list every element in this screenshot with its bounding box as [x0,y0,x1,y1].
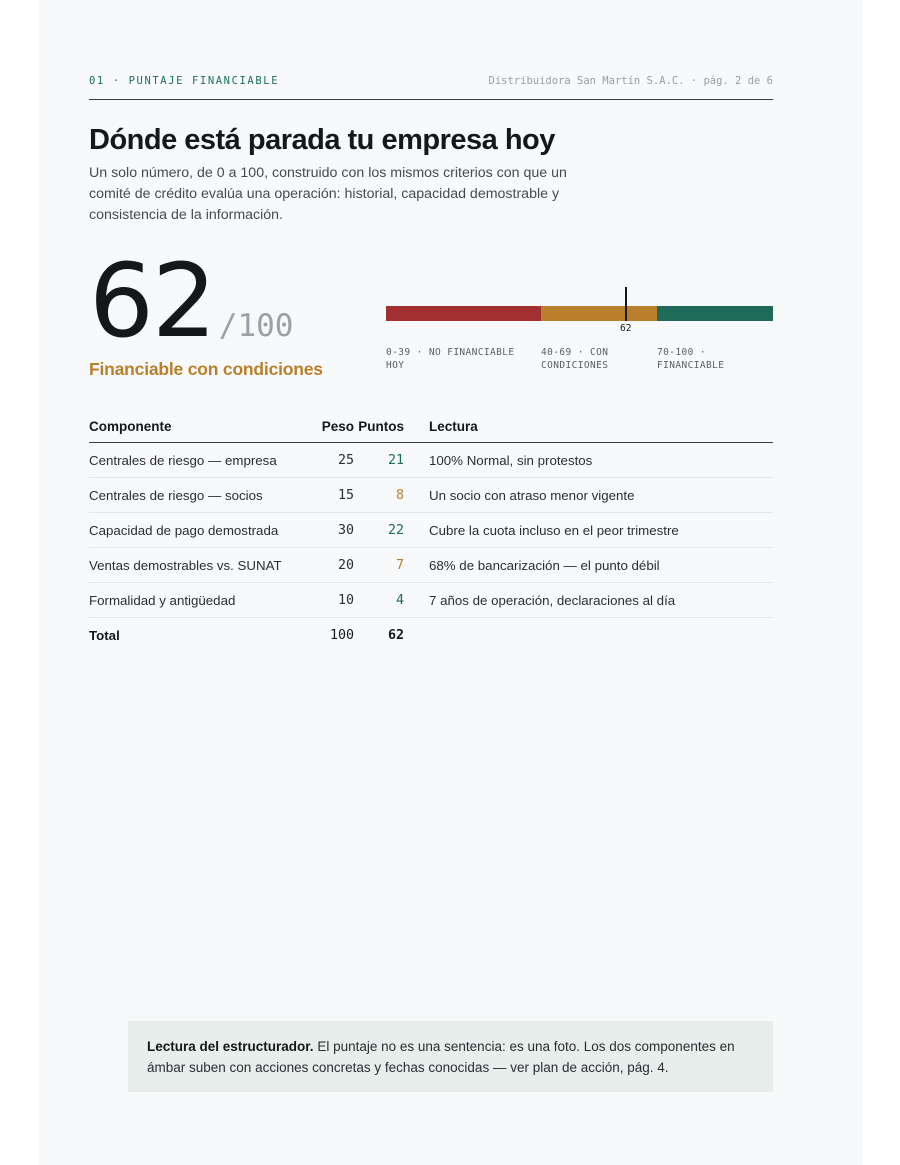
table-row [89,478,773,513]
row-reading: Cubre la cuota incluso en el peor trimestre [429,513,773,548]
note-body: El puntaje no es una sentencia: es una foto. Los dos componentes en ámbar suben con acciones concretas y fechas conocidas — ver plan de acción, pág. 4. [147,1039,735,1075]
table-total-row [89,618,773,653]
scale-band-financeable [657,306,773,321]
table-row [89,443,773,478]
scale-band-conditional [541,306,657,321]
row-reading: 68% de bancarización — el punto débil [429,548,773,583]
header-spacer [404,411,429,443]
row-points: 21 [354,443,404,478]
header-weight: Peso [319,411,354,443]
row-spacer [404,478,429,513]
structurer-note [128,1021,773,1092]
row-spacer [404,443,429,478]
total-label: Total [89,618,319,653]
scale-label-not-financeable: 0-39 · NO FINANCIABLE HOY [386,347,515,371]
row-points: 8 [354,478,404,513]
note-lead: Lectura del estructurador. [147,1039,314,1054]
row-spacer [404,513,429,548]
intro-paragraph: Un solo número, de 0 a 100, construido con los mismos criterios con que un comité de crédito evalúa una operación: historial, capacidad demostrable y consistencia de la información. [89,165,567,223]
table-row [89,513,773,548]
score-max: /100 [218,308,294,344]
header-component: Componente [89,411,319,443]
row-weight: 15 [319,478,354,513]
row-spacer [404,583,429,618]
score-marker [625,287,627,321]
scale-label-financeable: 70-100 · FINANCIABLE [657,347,725,371]
row-weight: 30 [319,513,354,548]
score-scale [386,287,773,387]
total-weight: 100 [319,618,354,653]
row-weight: 10 [319,583,354,618]
page-title: Dónde está parada tu empresa hoy [89,124,555,156]
scale-label-conditional: 40-69 · CON CONDICIONES [541,347,609,371]
row-component: Capacidad de pago demostrada [89,513,319,548]
row-reading: 100% Normal, sin protestos [429,443,773,478]
row-component: Ventas demostrables vs. SUNAT [89,548,319,583]
document-reference: Distribuidora San Martín S.A.C. · pág. 2 de 6 [488,75,773,87]
row-weight: 20 [319,548,354,583]
row-reading: 7 años de operación, declaraciones al día [429,583,773,618]
scale-band-not-financeable [386,306,541,321]
row-spacer [404,548,429,583]
score-value: 62 [89,242,215,361]
header-points: Puntos [354,411,404,443]
table-row [89,548,773,583]
total-reading-empty [429,618,773,653]
total-spacer [404,618,429,653]
page-header [89,74,773,100]
table-header-row [89,411,773,443]
total-points: 62 [354,618,404,653]
table-row [89,583,773,618]
row-points: 22 [354,513,404,548]
row-component: Formalidad y antigüedad [89,583,319,618]
score-verdict: Financiable con condiciones [89,359,323,379]
score-display [89,242,294,361]
row-component: Centrales de riesgo — empresa [89,443,319,478]
components-table [89,411,773,652]
row-weight: 25 [319,443,354,478]
row-points: 7 [354,548,404,583]
score-marker-label: 62 [620,323,632,334]
row-component: Centrales de riesgo — socios [89,478,319,513]
section-label: 01 · PUNTAJE FINANCIABLE [89,75,280,87]
row-points: 4 [354,583,404,618]
row-reading: Un socio con atraso menor vigente [429,478,773,513]
header-reading: Lectura [429,411,773,443]
